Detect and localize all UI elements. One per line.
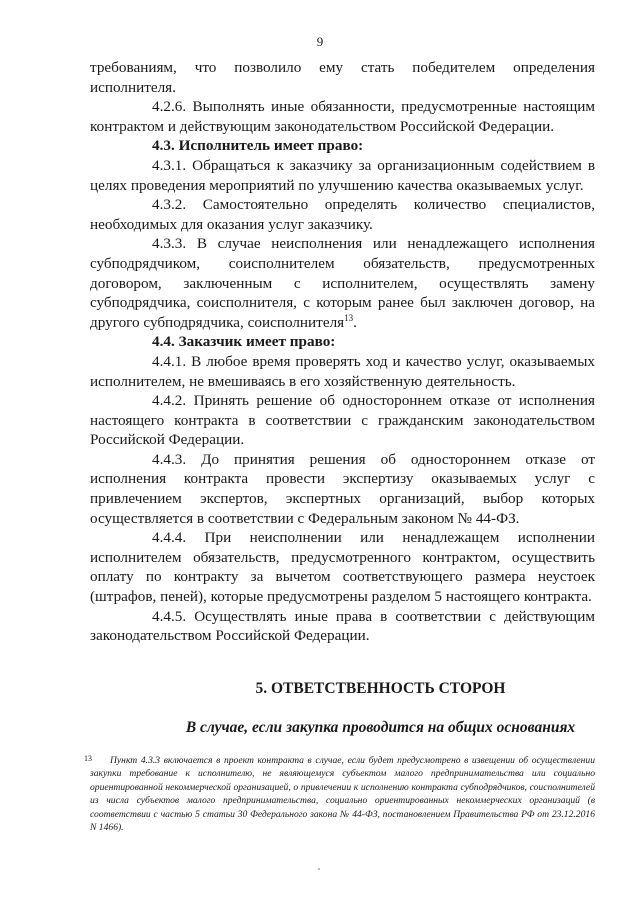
section-case-note: В случае, если закупка проводится на общих основаниях [185,719,576,736]
paragraph-4-4-2: 4.4.2. Принять решение об одностороннем отказе от исполнения настоящего контракта в соответствии с гражданским законодательством Российской Федерации. [90,392,595,449]
paragraph-4-3-3-end: . [353,313,357,331]
scan-speck [318,868,320,870]
paragraph-4-3-3-text: 4.3.3. В случае неисполнения или ненадлежащего исполнения субподрядчиком, соисполнителем обязательств, предусмотренных договором, заключенным с исполнителем, осуществлять замену субподрядчика, соисполнителя, с которым ранее был заключен договор, на другого субподрядчика, соисполнителя [90,235,595,331]
section-title: 5. ОТВЕТСТВЕННОСТЬ СТОРОН [255,680,506,697]
paragraph-4-3-2: 4.3.2. Самостоятельно определять количество специалистов, необходимых для оказания услуг заказчику. [90,196,595,233]
paragraph-4-4-1: 4.4.1. В любое время проверять ход и качество услуг, оказываемых исполнителем, не вмешиваясь в его хозяйственную деятельность. [90,352,595,390]
footnote-mark: 13 [84,754,92,763]
heading-4-4: 4.4. Заказчик имеет право: [152,333,336,351]
paragraph-4-4-4: 4.4.4. При неисполнении или ненадлежащем исполнении исполнителем обязательств, предусмотренного контрактом, осуществить оплату по контракту за вычетом соответствующего размера неустоек (штрафов, пеней), которые предусмотрены разделом 5 настоящего контракта. [90,529,595,606]
paragraph-4-4-3: 4.4.3. До принятия решения об одностороннем отказе от исполнения контракта провести экспертизу оказываемых услуг с привлечением экспертов, экспертных организаций, выбор которых осуществляется в соответствии с Федеральным законом № 44-ФЗ. [90,450,595,527]
document-body [90,58,595,646]
footnote-reference: 13 [344,312,354,323]
paragraph-4-4-5: 4.4.5. Осуществлять иные права в соответствии с действующим законодательством Российской Федерации. [90,607,595,645]
paragraph-4-2-6: 4.2.6. Выполнять иные обязанности, предусмотренные настоящим контрактом и действующим законодательством Российской Федерации. [90,98,595,135]
footnote-text: Пункт 4.3.3 включается в проект контракта в случае, если будет предусмотрено в извещении об осуществлении закупки требование к исполнителю, не являющемуся субъектом малого предпринимательства или социально ориентированной некоммерческой организацией, о привлечении к исполнению контракта субподрядчиков, соисполнителей из числа субъектов малого предпринимательства, социально ориентированных некоммерческих организаций (в соответствии с частью 5 статьи 30 Федерального закона № 44-ФЗ, постановлением Правительства РФ от 23.12.2016 N 1466). [90,755,595,834]
heading-4-3: 4.3. Исполнитель имеет право: [152,137,364,155]
footnote [84,754,595,834]
paragraph-4-3-3 [90,234,595,332]
paragraph-4-3-1: 4.3.1. Обращаться к заказчику за организационным содействием в целях проведения мероприятий по улучшению качества оказываемых услуг. [90,156,595,194]
paragraph-continuation: требованиям, что позволило ему стать победителем определения исполнителя. [90,59,595,96]
page-number: 9 [316,34,324,49]
